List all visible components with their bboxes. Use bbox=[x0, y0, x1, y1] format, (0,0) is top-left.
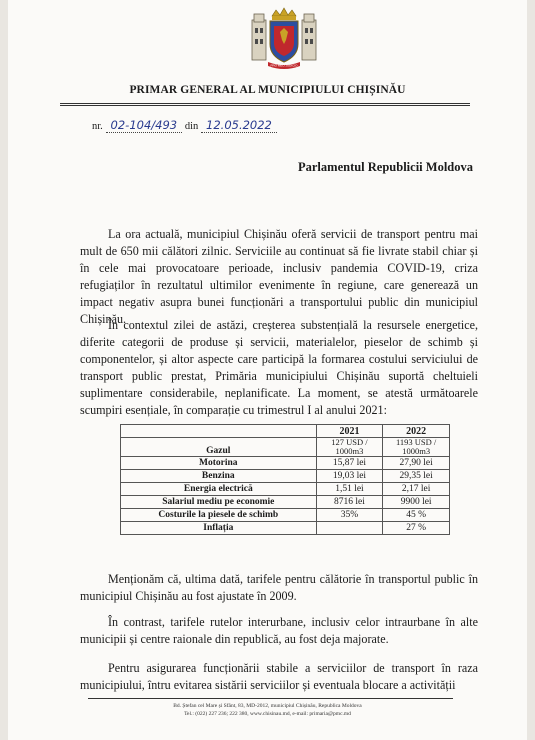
table-cell-2021: 127 USD / 1000m3 bbox=[316, 438, 383, 457]
price-comparison-table bbox=[120, 424, 450, 535]
table-cell-item: Costurile la piesele de schimb bbox=[121, 509, 317, 522]
header-divider bbox=[60, 103, 470, 104]
registration-date: 12.05.2022 bbox=[206, 118, 272, 132]
paragraph-3: Menționăm că, ultima dată, tarifele pentru călătorie în transportul public în municipiul Chișinău au fost ajustate în 2009. bbox=[80, 572, 478, 603]
table-cell-2021: 15,87 lei bbox=[316, 457, 383, 470]
table-cell-item: Salariul mediu pe economie bbox=[121, 496, 317, 509]
table-cell-2022: 45 % bbox=[383, 509, 450, 522]
table-cell-2021: 19,03 lei bbox=[316, 470, 383, 483]
din-label: din bbox=[184, 121, 199, 132]
footer-contacts: Tel.: (022) 227 236; 222 380, www.chisinau.md, e-mail: primaria@pmc.md bbox=[184, 711, 351, 717]
table-header-2021: 2021 bbox=[316, 425, 383, 438]
page-title: PRIMAR GENERAL AL MUNICIPIULUI CHIȘINĂU bbox=[129, 84, 406, 96]
paragraph-1: La ora actuală, municipiul Chișinău oferă servicii de transport pentru mai mult de 650 mii călători zilnic. Serviciile au continuat să fie livrate stabil chiar și în cele mai provocatoare perioade, inclusiv pandemia COVID-19, criza refugiaților în rezultatul ultimilor evenimente în regiune, care generează un impact negativ asupra bunei funcționări a transportului public din municipiul Chișinău. bbox=[80, 227, 478, 326]
header-divider-double bbox=[60, 105, 470, 106]
table-cell-2021 bbox=[316, 522, 383, 535]
table-cell-item: Motorina bbox=[121, 457, 317, 470]
table-cell-item: Energia electrică bbox=[121, 483, 317, 496]
footer-divider bbox=[88, 698, 453, 699]
footer-address: Bd. Ștefan cel Mare și Sfânt, 83, MD-2012, municipiul Chișinău, Republica Moldova bbox=[173, 703, 362, 709]
table-cell-item: Benzina bbox=[121, 470, 317, 483]
table-cell-item: Inflația bbox=[121, 522, 317, 535]
table-row bbox=[121, 483, 450, 496]
table-row bbox=[121, 522, 450, 535]
table-cell-2022: 29,35 lei bbox=[383, 470, 450, 483]
recipient: Parlamentul Republicii Moldova bbox=[298, 160, 473, 174]
table-row bbox=[121, 509, 450, 522]
table-cell-2021: 1,51 lei bbox=[316, 483, 383, 496]
table-row bbox=[121, 457, 450, 470]
paragraph-5: Pentru asigurarea funcționării stabile a serviciilor de transport în raza municipiului, întru evitarea sistării serviciilor și eventuala blocare a activității bbox=[80, 661, 478, 692]
table-cell-2021: 8716 lei bbox=[316, 496, 383, 509]
table-cell-2022: 1193 USD / 1000m3 bbox=[383, 438, 450, 457]
crest-motto: PRO MEO JUDICIO bbox=[270, 63, 298, 68]
table-cell-2022: 2,17 lei bbox=[383, 483, 450, 496]
table-cell-2022: 9900 lei bbox=[383, 496, 450, 509]
nr-label: nr. bbox=[92, 121, 103, 132]
table-header-row bbox=[121, 425, 450, 438]
table-row bbox=[121, 470, 450, 483]
coat-of-arms-icon bbox=[250, 6, 318, 70]
paragraph-4: În contrast, tarifele rutelor interurbane, inclusiv celor intraurbane în alte municipii și centre raionale din republică, au fost deja majorate. bbox=[80, 615, 478, 646]
table-header-2022: 2022 bbox=[383, 425, 450, 438]
paragraph-2: În contextul zilei de astăzi, creșterea substențială la resursele energetice, diferite categorii de produse și servicii, materialelor, pieselor de schimb și componentelor, și altor aspecte care participă la formarea costului serviciului de transport public prestat, Primăria municipiului Chișinău suportă cheltuieli suplimentare considerabile, neplanificate. La moment, se atestă următoarele scumpiri esențiale, în comparație cu trimestrul I al anului 2021: bbox=[80, 318, 478, 417]
table-cell-2021: 35% bbox=[316, 509, 383, 522]
table-row bbox=[121, 496, 450, 509]
table-cell-2022: 27 % bbox=[383, 522, 450, 535]
table-header-empty bbox=[121, 425, 317, 438]
reference-line bbox=[92, 118, 277, 133]
table-cell-2022: 27,90 lei bbox=[383, 457, 450, 470]
table-cell-item: Gazul bbox=[121, 438, 317, 457]
table-row bbox=[121, 438, 450, 457]
registration-number: 02-104/493 bbox=[110, 118, 178, 132]
